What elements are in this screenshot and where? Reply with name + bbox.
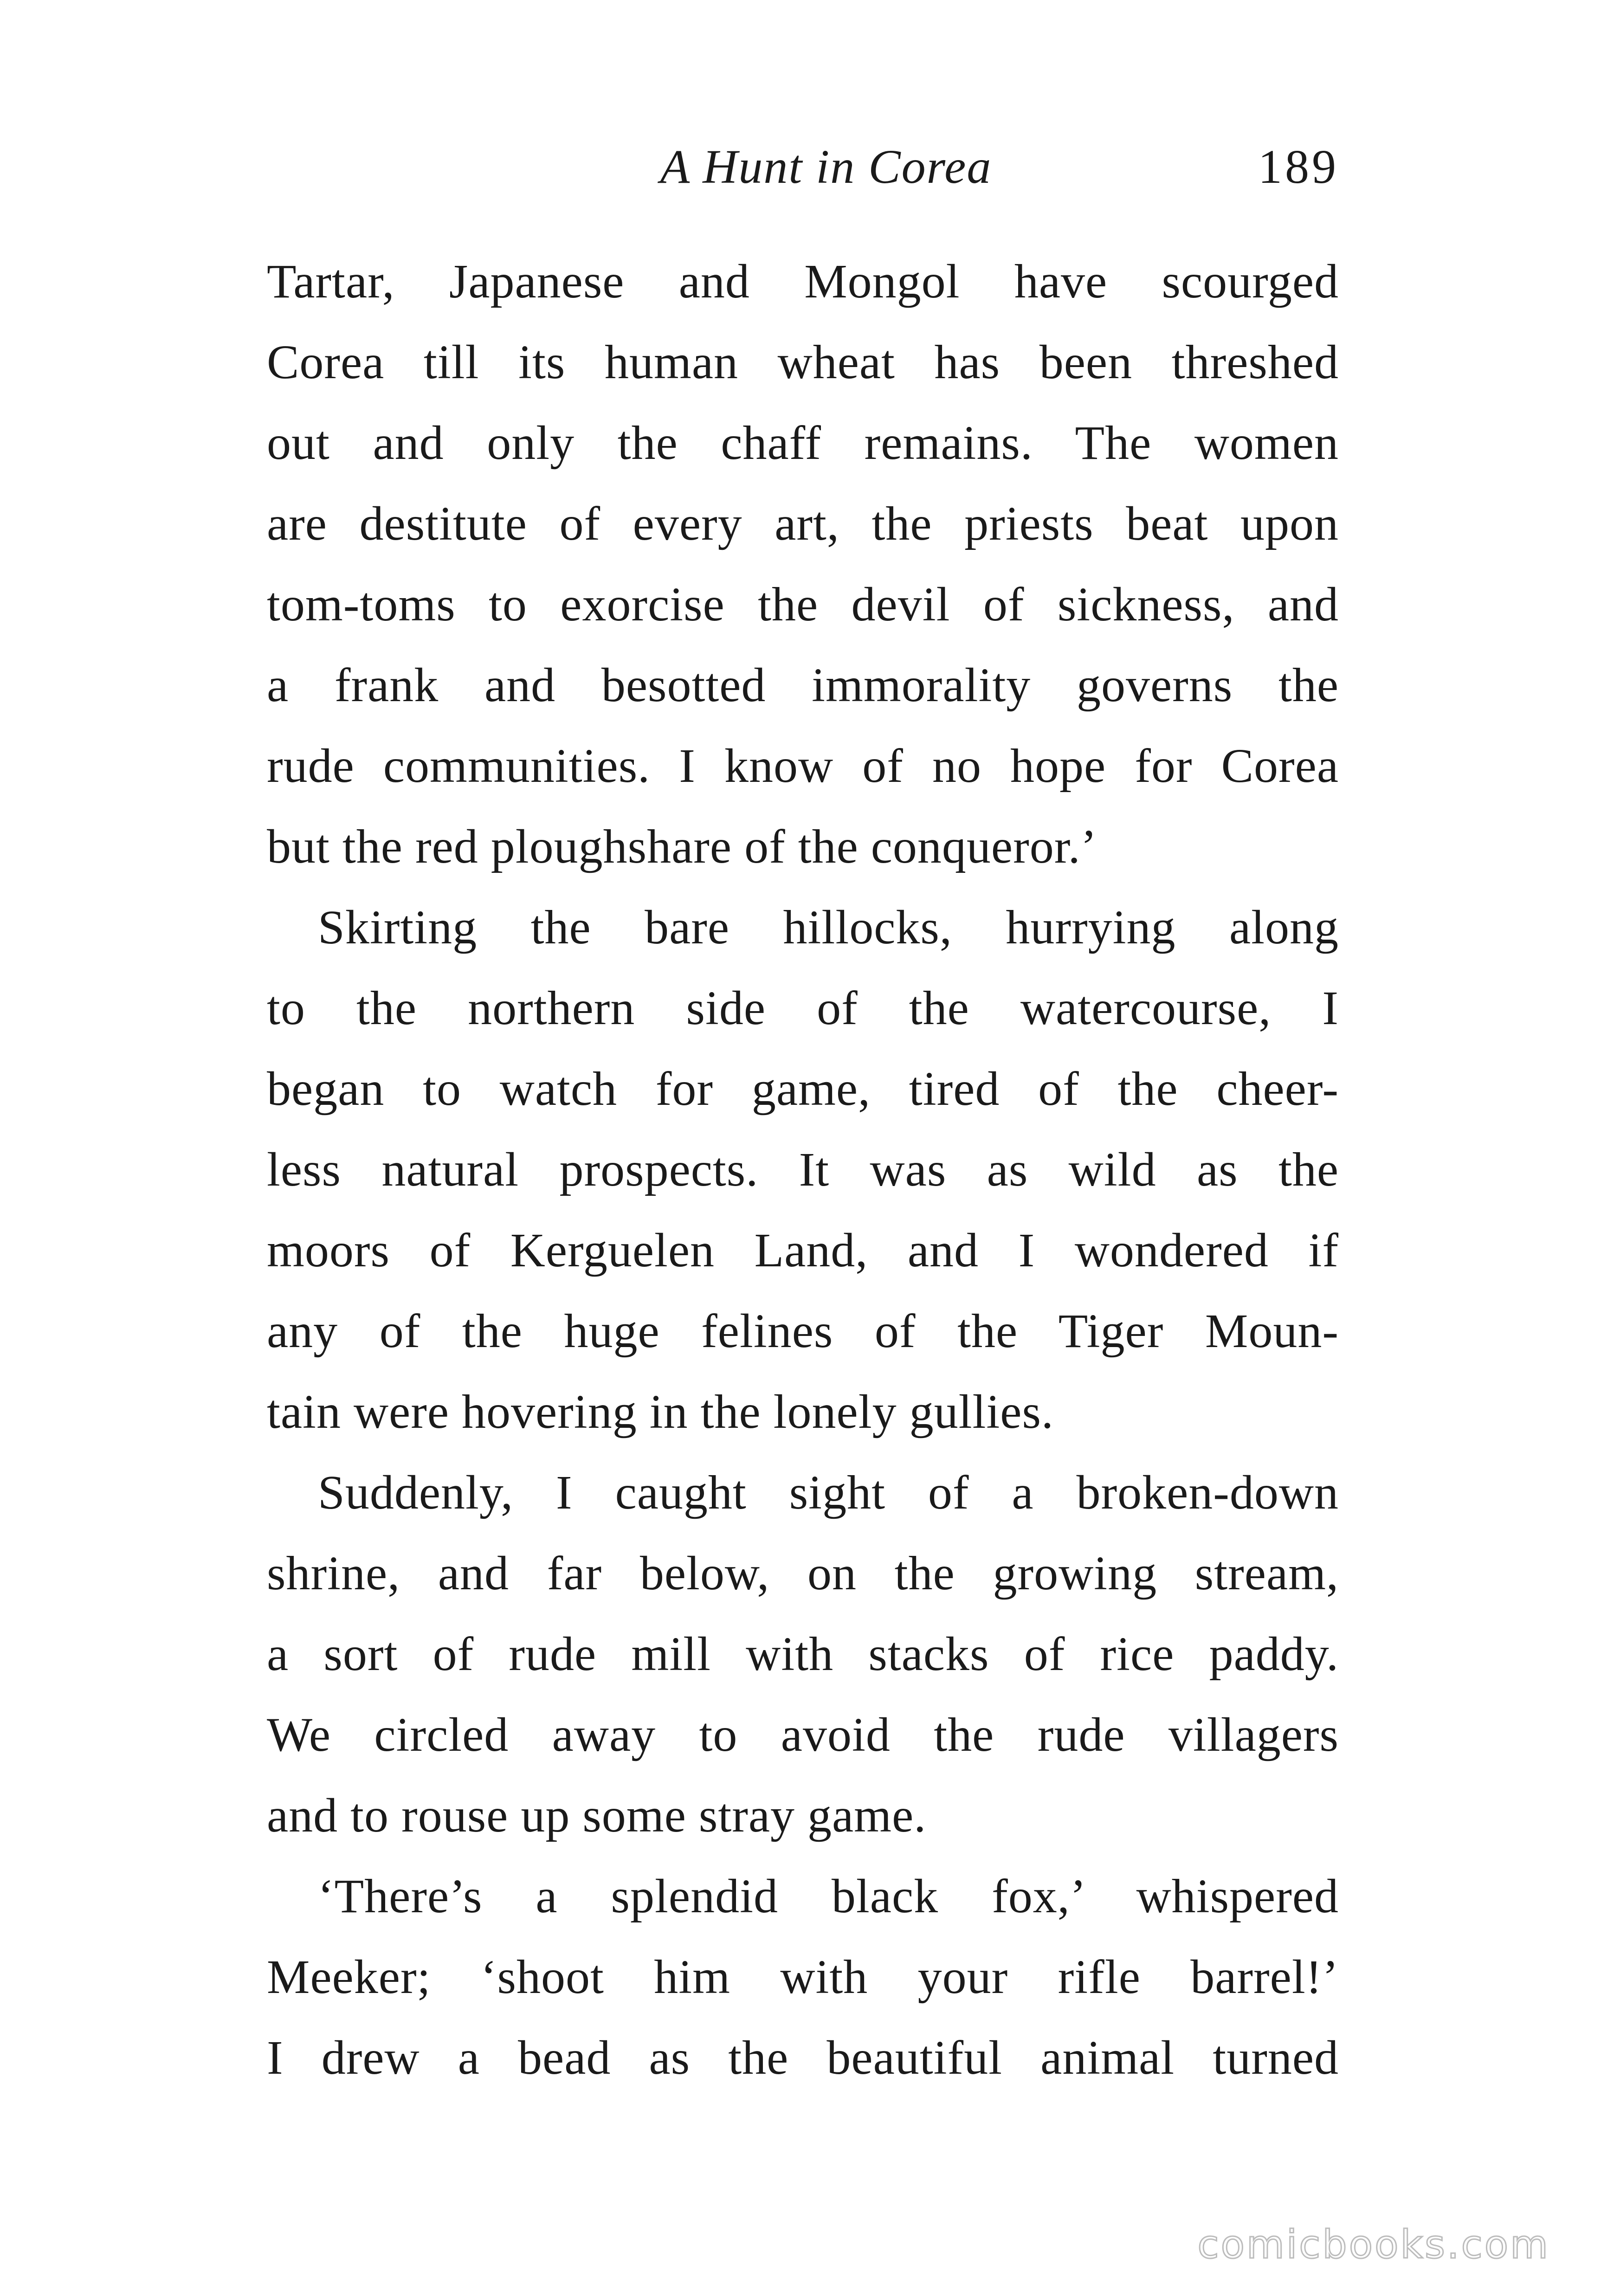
text-line: are destitute of every art, the priests beat upon <box>267 497 1339 550</box>
body-text <box>267 241 1339 2098</box>
text-line: Corea till its human wheat has been threshed <box>267 335 1339 389</box>
text-line: a sort of rude mill with stacks of rice paddy. <box>267 1627 1339 1681</box>
text-line: tain were hovering in the lonely gullies. <box>267 1385 1054 1438</box>
text-line: I drew a bead as the beautiful animal turned <box>267 2031 1339 2084</box>
text-line: Meeker; ‘shoot him with your rifle barrel!’ <box>267 1950 1339 2004</box>
text-line: moors of Kerguelen Land, and I wondered if <box>267 1224 1339 1277</box>
text-line: out and only the chaff remains. The women <box>267 416 1339 470</box>
text-line: ‘There’s a splendid black fox,’ whispered <box>318 1870 1339 1923</box>
text-line: shrine, and far below, on the growing stream, <box>267 1547 1339 1600</box>
running-title: A Hunt in Corea <box>660 140 992 193</box>
text-line: We circled away to avoid the rude villagers <box>267 1708 1339 1761</box>
text-line: rude communities. I know of no hope for Corea <box>267 739 1339 793</box>
text-line: to the northern side of the watercourse, I <box>267 981 1339 1035</box>
text-line: but the red ploughshare of the conqueror.’ <box>267 820 1097 873</box>
text-line: any of the huge felines of the Tiger Moun- <box>267 1304 1339 1358</box>
text-line: tom-toms to exorcise the devil of sickness, and <box>267 578 1339 631</box>
text-line: a frank and besotted immorality governs the <box>267 658 1339 712</box>
watermark: comicbooks.com <box>1197 2222 1550 2267</box>
text-line: Tartar, Japanese and Mongol have scourged <box>267 255 1339 308</box>
text-line: less natural prospects. It was as wild as the <box>267 1143 1339 1196</box>
text-line: Suddenly, I caught sight of a broken-down <box>318 1466 1339 1519</box>
text-line: Skirting the bare hillocks, hurrying along <box>318 901 1339 954</box>
text-line: and to rouse up some stray game. <box>267 1789 927 1842</box>
page-number: 189 <box>1258 140 1339 193</box>
text-line: began to watch for game, tired of the cheer- <box>267 1062 1339 1116</box>
page-header <box>267 135 1339 200</box>
